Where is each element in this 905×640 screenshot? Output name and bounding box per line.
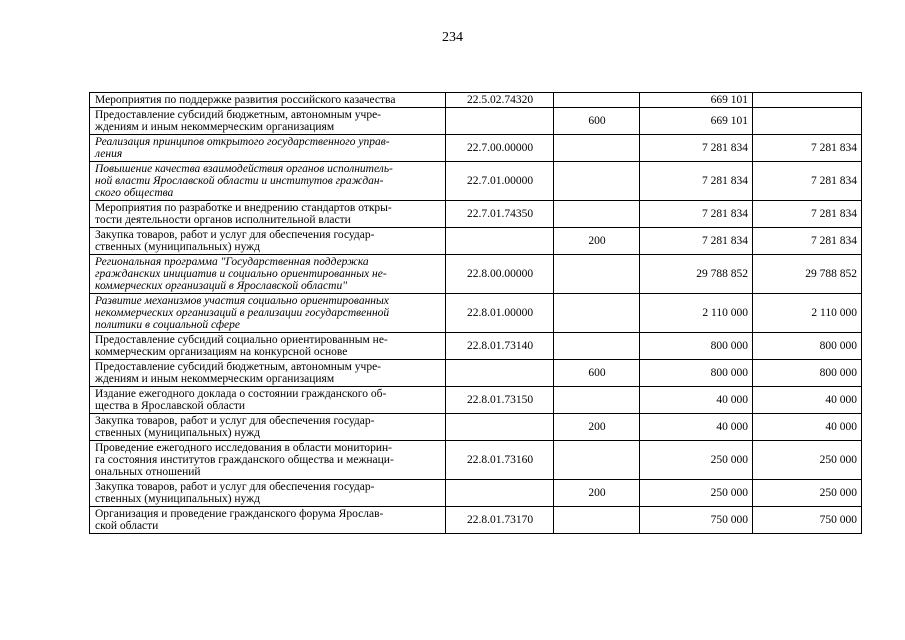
row-name-cell: Проведение ежегодного исследования в области мониторин- га состояния институтов гражданского общества и межнаци- ональных отношений [90,441,446,480]
row-amount-2-cell: 2 110 000 [753,294,862,333]
row-code-cell [446,360,554,387]
table-row [90,228,862,255]
row-name-cell: Издание ежегодного доклада о состоянии гражданского об- щества в Ярославской области [90,387,446,414]
table-row [90,414,862,441]
row-amount-2-cell: 40 000 [753,414,862,441]
row-expense-type-cell: 200 [554,414,640,441]
row-code-cell: 22.8.00.00000 [446,255,554,294]
row-amount-2-cell: 250 000 [753,480,862,507]
row-amount-1-cell: 40 000 [640,387,753,414]
row-amount-2-cell [753,108,862,135]
row-amount-2-cell: 250 000 [753,441,862,480]
row-code-cell: 22.8.01.73140 [446,333,554,360]
row-expense-type-cell [554,387,640,414]
table-row [90,135,862,162]
row-expense-type-cell: 200 [554,480,640,507]
row-amount-1-cell: 40 000 [640,414,753,441]
row-amount-1-cell: 2 110 000 [640,294,753,333]
row-expense-type-cell [554,507,640,534]
row-name-cell: Предоставление субсидий бюджетным, автономным учре- ждениям и иным некоммерческим организациям [90,360,446,387]
row-code-cell: 22.7.01.74350 [446,201,554,228]
table-row [90,93,862,108]
table-row [90,333,862,360]
table-row [90,360,862,387]
row-amount-1-cell: 7 281 834 [640,162,753,201]
row-amount-1-cell: 669 101 [640,108,753,135]
row-amount-2-cell: 7 281 834 [753,201,862,228]
row-name-cell: Закупка товаров, работ и услуг для обеспечения государ- ственных (муниципальных) нужд [90,228,446,255]
row-code-cell [446,480,554,507]
row-amount-1-cell: 669 101 [640,93,753,108]
row-expense-type-cell [554,294,640,333]
budget-table [89,92,862,534]
row-expense-type-cell [554,93,640,108]
row-expense-type-cell [554,201,640,228]
row-amount-2-cell: 40 000 [753,387,862,414]
row-code-cell: 22.8.01.73170 [446,507,554,534]
table-row [90,255,862,294]
table-row [90,507,862,534]
row-name-cell: Развитие механизмов участия социально ориентированных некоммерческих организаций в реализации государственной политики в социальной сфере [90,294,446,333]
row-name-cell: Предоставление субсидий бюджетным, автономным учре- ждениям и иным некоммерческим организациям [90,108,446,135]
row-amount-1-cell: 29 788 852 [640,255,753,294]
row-amount-2-cell: 800 000 [753,360,862,387]
row-name-cell: Закупка товаров, работ и услуг для обеспечения государ- ственных (муниципальных) нужд [90,414,446,441]
table-row [90,162,862,201]
row-amount-2-cell: 29 788 852 [753,255,862,294]
row-amount-2-cell: 7 281 834 [753,162,862,201]
row-amount-1-cell: 7 281 834 [640,135,753,162]
row-name-cell: Реализация принципов открытого государственного управ- ления [90,135,446,162]
row-name-cell: Мероприятия по разработке и внедрению стандартов откры- тости деятельности органов исполнительной власти [90,201,446,228]
row-code-cell: 22.8.01.73160 [446,441,554,480]
row-amount-1-cell: 250 000 [640,480,753,507]
row-expense-type-cell: 200 [554,228,640,255]
row-code-cell [446,228,554,255]
row-name-cell: Региональная программа "Государственная поддержка гражданских инициатив и социально ориентированных не- коммерческих организаций в Ярославской области" [90,255,446,294]
row-expense-type-cell [554,162,640,201]
row-name-cell: Повышение качества взаимодействия органов исполнитель- ной власти Ярославской области и институтов граждан- ского общества [90,162,446,201]
row-amount-1-cell: 800 000 [640,333,753,360]
row-expense-type-cell: 600 [554,108,640,135]
row-amount-1-cell: 750 000 [640,507,753,534]
table-row [90,108,862,135]
row-code-cell: 22.7.01.00000 [446,162,554,201]
row-code-cell: 22.5.02.74320 [446,93,554,108]
table-row [90,441,862,480]
row-code-cell [446,108,554,135]
page-number: 234 [442,30,463,45]
row-amount-2-cell: 7 281 834 [753,135,862,162]
row-expense-type-cell [554,135,640,162]
table-row [90,294,862,333]
row-amount-1-cell: 800 000 [640,360,753,387]
row-expense-type-cell [554,441,640,480]
row-name-cell: Мероприятия по поддержке развития российского казачества [90,93,446,108]
row-code-cell: 22.8.01.73150 [446,387,554,414]
row-amount-2-cell: 750 000 [753,507,862,534]
row-name-cell: Закупка товаров, работ и услуг для обеспечения государ- ственных (муниципальных) нужд [90,480,446,507]
row-amount-1-cell: 7 281 834 [640,201,753,228]
row-expense-type-cell [554,333,640,360]
row-name-cell: Организация и проведение гражданского форума Ярослав- ской области [90,507,446,534]
table-row [90,201,862,228]
row-amount-2-cell: 800 000 [753,333,862,360]
row-expense-type-cell: 600 [554,360,640,387]
row-name-cell: Предоставление субсидий социально ориентированным не- коммерческим организациям на конкурсной основе [90,333,446,360]
row-amount-1-cell: 7 281 834 [640,228,753,255]
row-amount-1-cell: 250 000 [640,441,753,480]
row-code-cell [446,414,554,441]
table-row [90,480,862,507]
row-amount-2-cell [753,93,862,108]
table-row [90,387,862,414]
row-code-cell: 22.7.00.00000 [446,135,554,162]
budget-table-body [90,93,862,534]
row-expense-type-cell [554,255,640,294]
row-code-cell: 22.8.01.00000 [446,294,554,333]
row-amount-2-cell: 7 281 834 [753,228,862,255]
